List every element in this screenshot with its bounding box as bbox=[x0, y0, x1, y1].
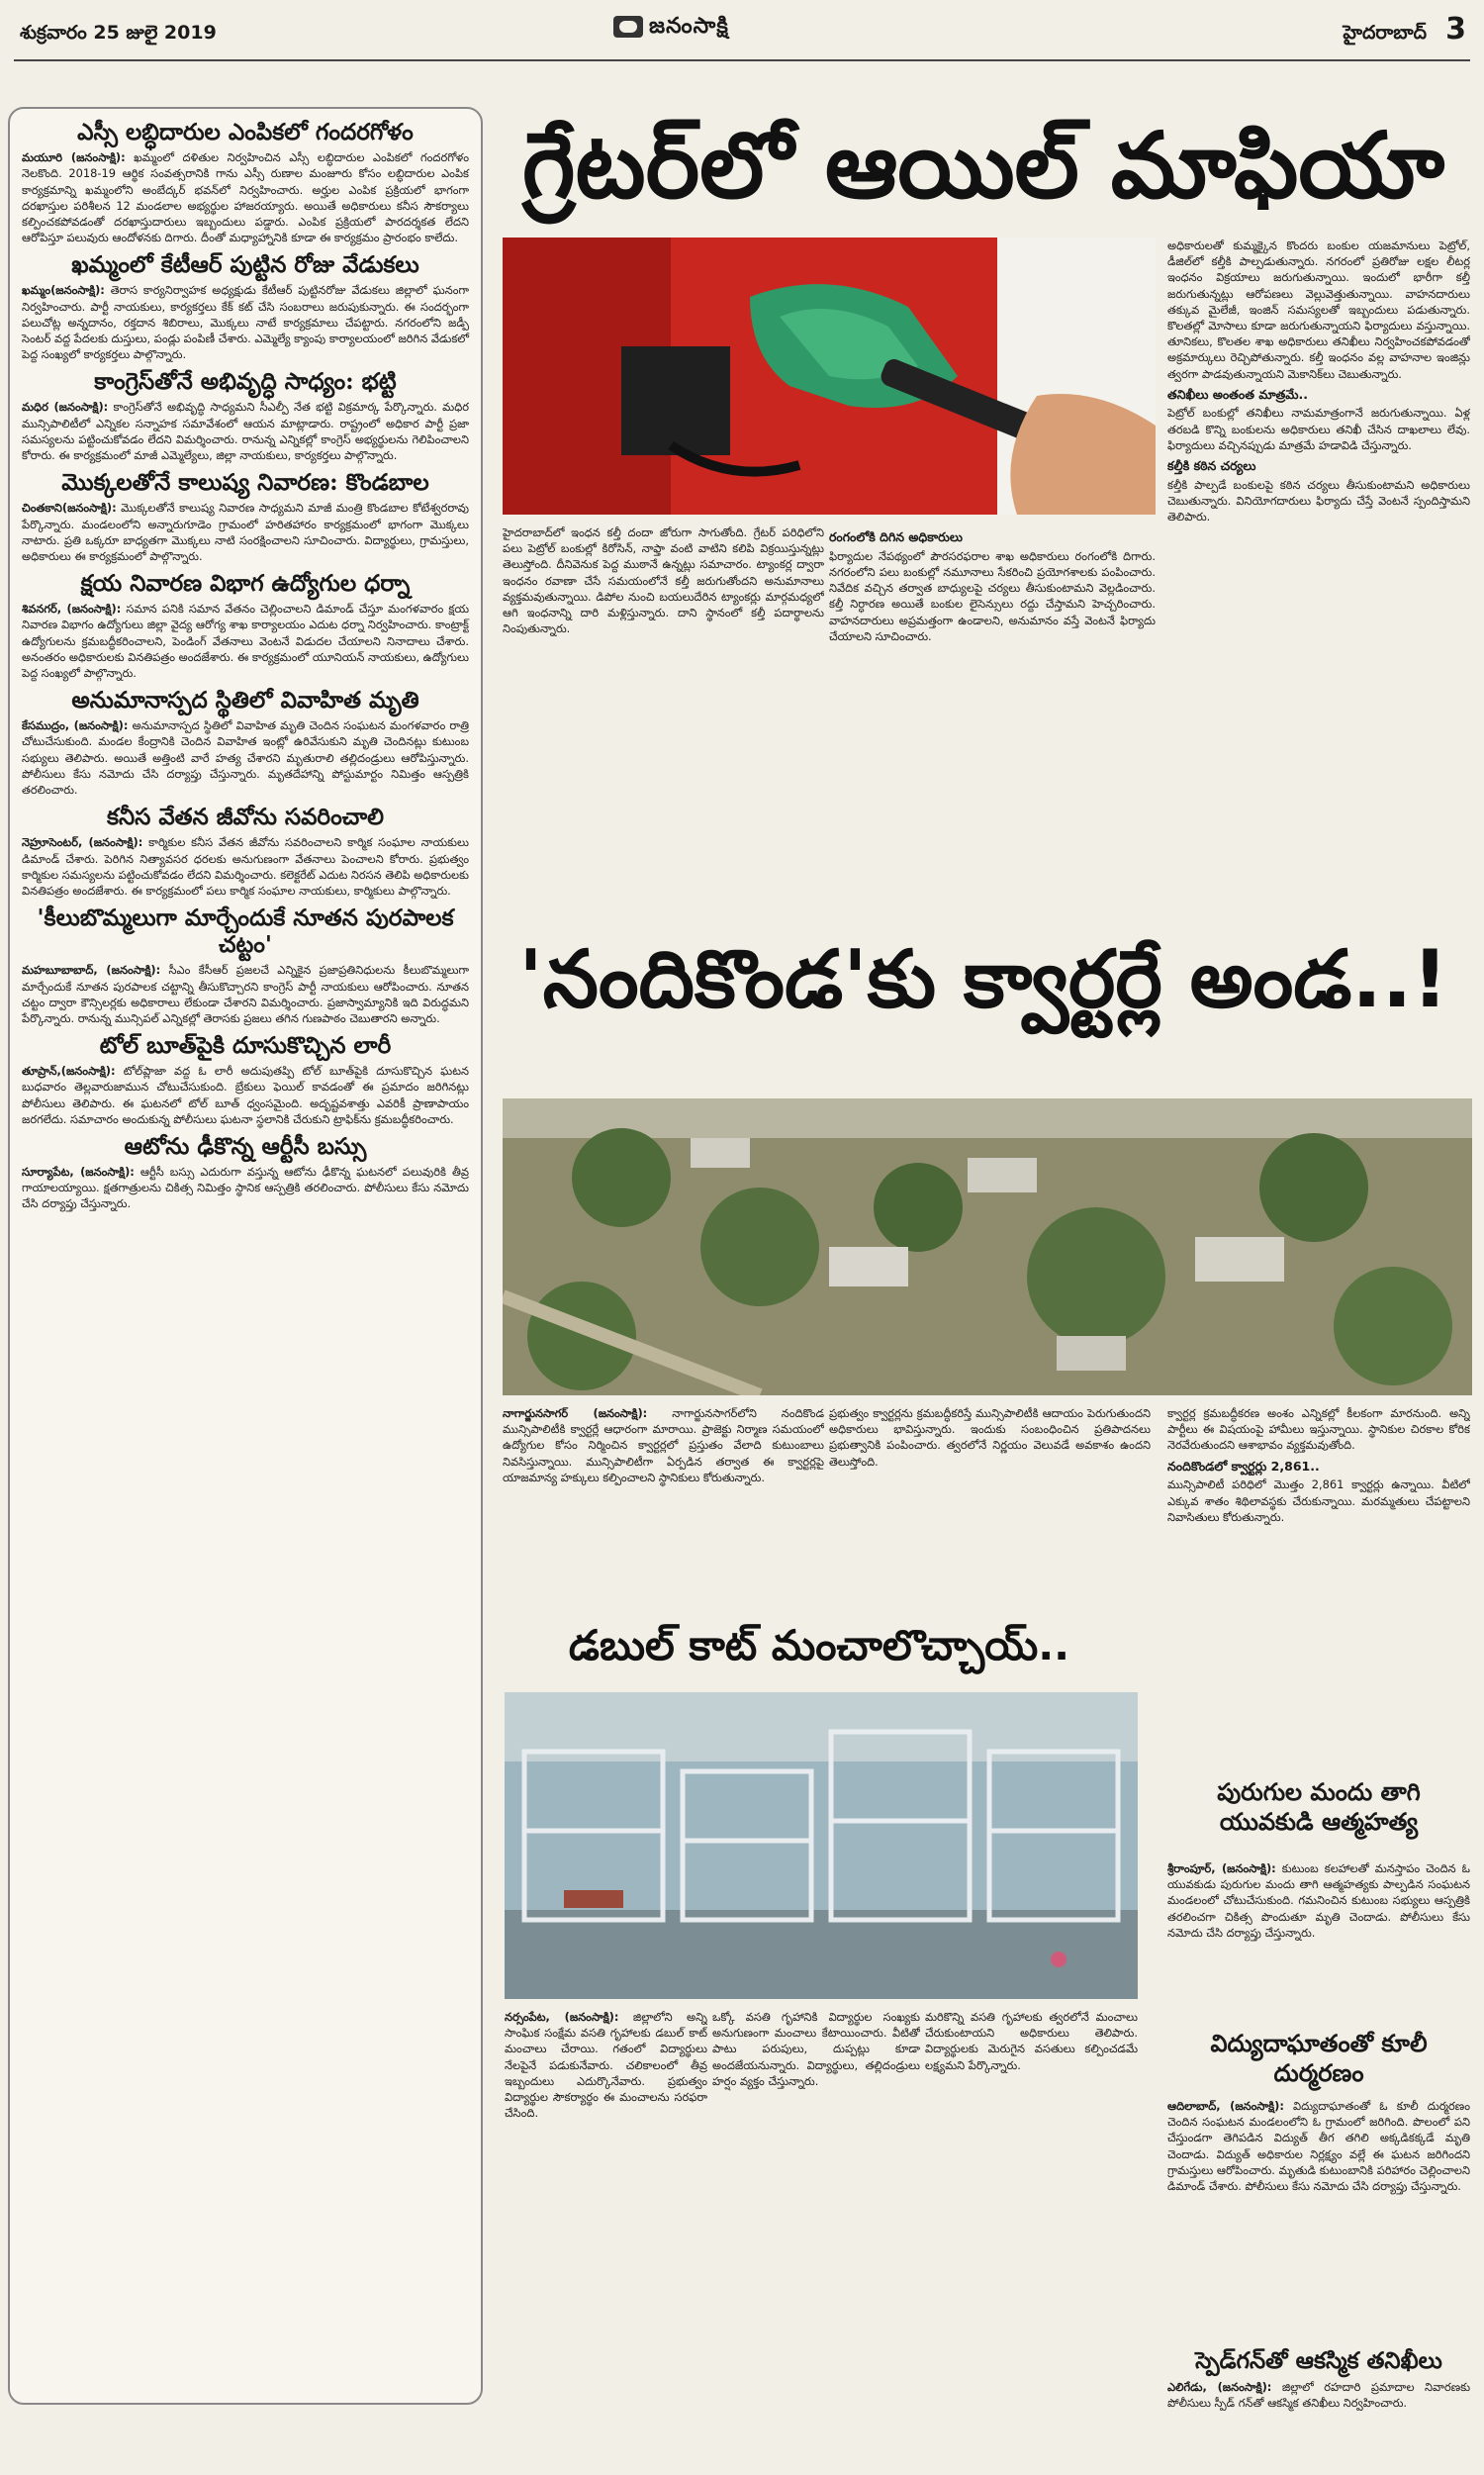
bunkbed-text: ఒక్కో వసతి గృహానికి విద్యార్థుల సంఖ్యకు అనుగుణంగా మంచాలు కేటాయించారు. వీటితో పాటు పరుపులు, దుప్పట్లు కూడా అందజేయనున్నారు. విద్యార్థులు, తల్లిదండ్రులు హర్షం వ్యక్తం చేస్తున్నారు. bbox=[712, 2010, 920, 2088]
story-headline: ఆటోను ఢీకొన్న ఆర్టీసీ బస్సు bbox=[124, 1132, 367, 1160]
bunkbed-column-1 bbox=[505, 2009, 707, 2405]
oil-story-text: అధికారులతో కుమ్మక్కైన కొందరు బంకుల యజమానులు పెట్రోల్, డీజిల్‌లో కల్తీకి పాల్పడుతున్నారు. నగరంలో ప్రతిరోజు లక్షల లీటర్ల ఇంధనం విక్రయాలు జరుగుతున్నాయి. ఇందులో భారీగా కల్తీ జరుగుతున్నట్లు ఆరోపణలు వెల్లువెత్తుతున్నాయి. వాహనదారులు తక్కువ మైలేజీ, ఇంజిన్ సమస్యలతో ఇబ్బందులు పడుతున్నారు. కొలతల్లో మోసాలు కూడా జరుగుతున్నాయని ఫిర్యాదులు వస్తున్నాయి. తూనికలు, కొలతల శాఖ అధికారులు తనిఖీలు నిర్వహించకపోవడంతో అక్రమార్కులు రెచ్చిపోతున్నారు. కల్తీ ఇంధనం వల్ల వాహనాల ఇంజిన్లు త్వరగా పాడవుతున్నాయని మెకానిక్‌లు చెబుతున్నారు. bbox=[1167, 238, 1470, 381]
story-body: మహబూబాబాద్, (జనంసాక్షి): సీఎం కేసీఆర్ ప్రజలచే ఎన్నికైన ప్రజాప్రతినిధులను కీలుబొమ్మలుగా మార్చేందుకే నూతన పురపాలక చట్టాన్ని తీసుకొచ్చారని కాంగ్రెస్ పార్టీ నాయకులు ఆరోపించారు. నూతన చట్టం ద్వారా కౌన్సిలర్లకు అధికారాలు లేకుండా చేశారని విమర్శించారు. ప్రజాస్వామ్యానికి ఇది విరుద్ధమని పేర్కొన్నారు. రానున్న మున్సిపల్ ఎన్నికల్లో తెరాసకు ప్రజలు తగిన గుణపాఠం చెబుతారని అన్నారు. bbox=[22, 963, 469, 1025]
oil-story-column-right bbox=[1167, 238, 1470, 930]
oil-subhead-action: కల్తీకి కఠిన చర్యలు bbox=[1167, 458, 1256, 473]
electrocution-story-body: ఆదిలాబాద్, (జనంసాక్షి): విద్యుదాఘాతంతో ఓ కూలీ దుర్మరణం చెందిన సంఘటన మండలంలోని ఓ గ్రామంలో జరిగింది. పొలంలో పని చేస్తుండగా తెగిపడిన విద్యుత్ తీగ తగిలి అక్కడికక్కడే మృతి చెందాడు. విద్యుత్ అధికారుల నిర్లక్ష్యం వల్లే ఈ ఘటన జరిగిందని గ్రామస్తులు ఆరోపించారు. మృతుడి కుటుంబానికి పరిహారం చెల్లించాలని డిమాండ్ చేశారు. పోలీసులు కేసు నమోదు చేసి దర్యాప్తు చేస్తున్నారు. bbox=[1167, 2099, 1470, 2193]
nandikonda-column-2 bbox=[829, 1405, 1151, 1613]
left-story-8 bbox=[22, 904, 469, 1026]
oil-story-text: ఫిర్యాదుల నేపథ్యంలో పౌరసరఫరాల శాఖ అధికారులు రంగంలోకి దిగారు. నగరంలోని పలు బంకుల్లో నమూనాలు సేకరించి ప్రయోగశాలకు పంపించారు. నివేదిక వచ్చిన తర్వాత బాధ్యులపై చర్యలు తీసుకుంటామని వెల్లడించారు. కల్తీ నిర్ధారణ అయితే బంకుల లైసెన్సులు రద్దు చేస్తామని హెచ్చరించారు. వాహనదారులు అప్రమత్తంగా ఉండాలని, అనుమానం వస్తే వెంటనే ఫిర్యాదు చేయాలని సూచించారు. bbox=[829, 548, 1156, 643]
left-news-column bbox=[8, 107, 483, 2405]
story-headline: అనుమానాస్పద స్థితిలో వివాహిత మృతి bbox=[71, 687, 419, 714]
bunkbed-column-2 bbox=[712, 2009, 920, 2405]
fuel-nozzle-photo bbox=[503, 238, 1156, 515]
story-headline: కాంగ్రెస్‌తోనే అభివృద్ధి సాధ్యం: భట్టి bbox=[94, 368, 397, 396]
bunk-beds-photo bbox=[505, 1692, 1138, 1999]
bunkbed-column-3 bbox=[925, 2009, 1138, 2405]
masthead bbox=[0, 0, 1484, 61]
bunkbed-text: నర్సంపేట, (జనంసాక్షి): జిల్లాలోని అన్ని సాంఘిక సంక్షేమ వసతి గృహాలకు డబుల్ కాట్ మంచాలు చేరాయి. గతంలో విద్యార్థులు నేలపైనే పడుకునేవారు. చలికాలంలో తీవ్ర ఇబ్బందులు ఎదుర్కొనేవారు. ప్రభుత్వం విద్యార్థుల సౌకర్యార్థం ఈ మంచాలను సరఫరా చేసింది. bbox=[505, 2010, 707, 2121]
pesticide-story bbox=[1167, 1771, 1470, 1843]
left-story-4 bbox=[22, 469, 469, 564]
left-story-5 bbox=[22, 570, 469, 681]
story-headline: కనీస వేతన జీవోను సవరించాలి bbox=[107, 804, 384, 831]
story-headline: 'కీలుబొమ్మలుగా మార్చేందుకే నూతన పురపాలక చట్టం' bbox=[37, 904, 454, 959]
left-story-9 bbox=[22, 1032, 469, 1127]
newspaper-logo bbox=[613, 14, 729, 44]
oil-story-column-2 bbox=[829, 524, 1156, 925]
story-body: సూర్యాపేట, (జనంసాక్షి): ఆర్టీసీ బస్సు ఎదురుగా వస్తున్న ఆటోను ఢీకొన్న ఘటనలో పలువురికి తీవ్ర గాయాలయ్యాయి. క్షతగాత్రులను చికిత్స నిమిత్తం స్థానిక ఆస్పత్రికి తరలించారు. పోలీసులు కేసు నమోదు చేసి దర్యాప్తు చేస్తున్నారు. bbox=[22, 1165, 469, 1211]
story-body: తూప్రాన్,(జనంసాక్షి): టోల్‌ప్లాజా వద్ద ఓ లారీ అదుపుతప్పి టోల్ బూత్‌పైకి దూసుకొచ్చిన ఘటన బుధవారం తెల్లవారుజామున చోటుచేసుకుంది. బ్రేకులు ఫెయిల్ కావడంతో ఈ ప్రమాదం జరిగినట్లు పోలీసులు తెలిపారు. ఈ ఘటనలో టోల్ బూత్ ధ్వంసమైంది. అదృష్టవశాత్తు ఎవరికీ ప్రాణాపాయం జరగలేదు. సమాచారం అందుకున్న పోలీసులు ఘటనా స్థలానికి చేరుకుని ట్రాఫిక్‌ను క్రమబద్ధీకరించారు. bbox=[22, 1064, 469, 1126]
story-body: మధిర (జనంసాక్షి): కాంగ్రెస్‌తోనే అభివృద్ధి సాధ్యమని సీఎల్పీ నేత భట్టి విక్రమార్క పేర్కొన్నారు. మధిర మున్సిపాలిటీలో ఎన్నికల సన్నాహక సమావేశంలో ఆయన మాట్లాడారు. రాష్ట్రంలో అధికార పార్టీ ప్రజా సమస్యలను పట్టించుకోవడం లేదని విమర్శించారు. రానున్న ఎన్నికల్లో కాంగ్రెస్ అభ్యర్థులను గెలిపించాలని కోరారు. ఈ కార్యక్రమంలో మాజీ ఎమ్మెల్యేలు, జిల్లా నాయకులు, కార్యకర్తలు పాల్గొన్నారు. bbox=[22, 400, 469, 462]
nandikonda-text: మున్సిపాలిటీ పరిధిలో మొత్తం 2,861 క్వార్టర్లు ఉన్నాయి. వీటిలో ఎక్కువ శాతం శిథిలావస్థకు చేరుకున్నాయి. మరమ్మతులు చేపట్టాలని నివాసితులు కోరుతున్నారు. bbox=[1167, 1477, 1470, 1524]
story-headline: క్షయ నివారణ విభాగ ఉద్యోగుల ధర్నా bbox=[80, 570, 411, 598]
masthead-rule bbox=[14, 59, 1470, 61]
nandikonda-quarters-photo bbox=[503, 1098, 1472, 1395]
story-body: చింతకాని(జనంసాక్షి): మొక్కలతోనే కాలుష్య నివారణ సాధ్యమని మాజీ మంత్రి కొండబాల కోటేశ్వరరావు పేర్కొన్నారు. మండలంలోని అన్నారుగూడెం గ్రామంలో హరితహారం కార్యక్రమంలో భాగంగా మొక్కలు నాటారు. ప్రతి ఒక్కరూ బాధ్యతగా మొక్కలు నాటి సంరక్షించాలని సూచించారు. విద్యార్థులు, గ్రామస్తులు, అధికారులు ఈ కార్యక్రమంలో పాల్గొన్నారు. bbox=[22, 501, 470, 563]
left-story-6 bbox=[22, 687, 469, 798]
electrocution-headline: విద్యుదాఘాతంతో కూలీ దుర్మరణం bbox=[1210, 2029, 1428, 2087]
issue-date: శుక్రవారం 25 జులై 2019 bbox=[20, 22, 217, 44]
oil-story-text: కల్తీకి పాల్పడే బంకులపై కఠిన చర్యలు తీసుకుంటామని అధికారులు చెబుతున్నారు. వినియోగదారులు ఫిర్యాదు చేస్తే వెంటనే స్పందిస్తామని తెలిపారు. bbox=[1167, 477, 1470, 524]
story-body: నెహ్రూసెంటర్, (జనంసాక్షి): కార్మికుల కనీస వేతన జీవోను సవరించాలని కార్మిక సంఘాల నాయకులు డిమాండ్ చేశారు. పెరిగిన నిత్యావసర ధరలకు అనుగుణంగా వేతనాలు పెంచాలని కోరారు. ప్రభుత్వం కార్మికుల సమస్యలను పట్టించుకోవడం లేదని విమర్శించారు. కలెక్టరేట్ ఎదుట నిరసన తెలిపి అధికారులకు వినతిపత్రం అందజేశారు. ఈ కార్యక్రమంలో పలు కార్మిక సంఘాల నాయకులు, కార్మికులు పాల్గొన్నారు. bbox=[22, 835, 470, 898]
left-story-7 bbox=[22, 804, 469, 899]
oil-mafia-headline: గ్రేటర్‌లో ఆయిల్ మాఫియా bbox=[521, 113, 1445, 219]
bunkbed-text: మరికొన్ని వసతి గృహాలకు త్వరలోనే మంచాలు చేరుకుంటాయని అధికారులు తెలిపారు. విద్యార్థులకు మెరుగైన వసతులు కల్పించడమే లక్ష్యమని పేర్కొన్నారు. bbox=[925, 2010, 1138, 2072]
story-headline: ఎస్సీ లబ్ధిదారుల ఎంపికలో గందరగోళం bbox=[77, 119, 414, 145]
left-story-2 bbox=[22, 251, 469, 362]
story-body: కేసముద్రం, (జనంసాక్షి): అనుమానాస్పద స్థితిలో వివాహిత మృతి చెందిన సంఘటన మంగళవారం రాత్రి చోటుచేసుకుంది. మండల కేంద్రానికి చెందిన వివాహిత ఇంట్లో ఉరివేసుకుని మృతి చెందినట్లు కుటుంబ సభ్యులు తెలిపారు. అయితే అత్తింటి వారే హత్య చేశారని మృతురాలి తల్లిదండ్రులు ఆరోపిస్తున్నారు. పోలీసులు కేసు నమోదు చేసి దర్యాప్తు చేస్తున్నారు. మృతదేహాన్ని పోస్టుమార్టం నిమిత్తం ఆస్పత్రికి తరలించారు. bbox=[22, 718, 469, 797]
story-headline: టోల్ బూత్‌పైకి దూసుకొచ్చిన లారీ bbox=[99, 1032, 392, 1060]
story-body: శివనగర్, (జనంసాక్షి): సమాన పనికి సమాన వేతనం చెల్లించాలని డిమాండ్ చేస్తూ మంగళవారం క్షయ నివారణ విభాగం ఉద్యోగులు జిల్లా వైద్య ఆరోగ్య శాఖ కార్యాలయం ఎదుట ధర్నా నిర్వహించారు. కాంట్రాక్ట్ ఉద్యోగులను క్రమబద్ధీకరించాలని, పెండింగ్ వేతనాలు వెంటనే విడుదల చేయాలని నినాదాలు చేశారు. అనంతరం అధికారులకు వినతిపత్రం అందజేశారు. ఈ కార్యక్రమంలో యూనియన్ నాయకులు, ఉద్యోగులు పెద్ద సంఖ్యలో పాల్గొన్నారు. bbox=[22, 602, 469, 680]
oil-story-text: పెట్రోల్ బంకుల్లో తనిఖీలు నామమాత్రంగానే జరుగుతున్నాయి. ఏళ్ల తరబడి కొన్ని బంకులను అధికారులు తనిఖీ చేసిన దాఖలాలు లేవు. ఫిర్యాదులు వచ్చినప్పుడు మాత్రమే హడావిడి చేస్తున్నారు. bbox=[1167, 406, 1470, 452]
oil-story-column-1 bbox=[503, 524, 824, 925]
pesticide-headline: పురుగుల మందు తాగి యువకుడి ఆత్మహత్య bbox=[1217, 1777, 1421, 1836]
nandikonda-subhead: నందికొండలో క్వార్టర్లు 2,861.. bbox=[1167, 1458, 1320, 1474]
logo-text: జనంసాక్షి bbox=[649, 14, 729, 39]
left-story-3 bbox=[22, 368, 469, 463]
nandikonda-headline: 'నందికొండ'కు క్వార్టర్లే అండ..! bbox=[518, 933, 1448, 1025]
bunkbed-headline: డబుల్ కాట్ మంచాలొచ్చాయ్.. bbox=[568, 1621, 1070, 1669]
story-headline: ఖమ్మంలో కేటీఆర్ పుట్టిన రోజు వేడుకలు bbox=[71, 251, 419, 279]
story-body: మయూరి (జనంసాక్షి): ఖమ్మంలో దళితుల నిర్వహించిన ఎస్సీ లబ్ధిదారుల ఎంపికలో గందరగోళం నెలకొంది. 2018-19 ఆర్థిక సంవత్సరానికి గాను ఎస్సీ రుణాల మంజూరు కోసం లబ్ధిదారుల ఎంపిక కార్యక్రమాన్ని ఖమ్మంలోని అంబేద్కర్ భవన్‌లో నిర్వహించారు. అర్హుల ఎంపిక ప్రక్రియలో భాగంగా దరఖాస్తుల పరిశీలన 12 మండలాల అభ్యర్థుల హాజరయ్యారు. అయితే అధికారులు కనీస సౌకర్యాలు కల్పించకపోవడంతో దరఖాస్తుదారులు ఇబ్బందులు పడ్డారు. ఎంపిక ప్రక్రియలో పారదర్శకత లేదని ఆరోపిస్తూ పలువురు ఆందోళనకు దిగారు. దీంతో మధ్యాహ్నానికి కూడా ఈ కార్యక్రమం ప్రారంభం కాలేదు. bbox=[22, 150, 469, 245]
story-headline: మొక్కలతోనే కాలుష్య నివారణ: కొండబాల bbox=[61, 469, 429, 497]
story-body: ఖమ్మం(జనంసాక్షి): తెరాస కార్యనిర్వాహక అధ్యక్షుడు కేటీఆర్ పుట్టినరోజు వేడుకలు జిల్లాలో ఘనంగా నిర్వహించారు. పార్టీ నాయకులు, కార్యకర్తలు కేక్ కట్ చేసి సంబరాలు జరుపుకున్నారు. ఈ సందర్భంగా పలుచోట్ల అన్నదానం, రక్తదాన శిబిరాలు, మొక్కలు నాటే కార్యక్రమాలు చేపట్టారు. నగరంలోని జడ్పీ సెంటర్ వద్ద పేదలకు దుస్తులు, పండ్లు పంపిణీ చేశారు. ఎమ్మెల్యే క్యాంపు కార్యాలయంలో జరిగిన వేడుకలో పెద్ద సంఖ్యలో కార్యకర్తలు పాల్గొన్నారు. bbox=[22, 283, 469, 362]
pesticide-story-body: శ్రీరాంపూర్, (జనంసాక్షి): కుటుంబ కలహాలతో మనస్తాపం చెందిన ఓ యువకుడు పురుగుల మందు తాగి ఆత్మహత్యకు పాల్పడిన సంఘటన మండలంలో చోటుచేసుకుంది. గమనించిన కుటుంబ సభ్యులు ఆస్పత్రికి తరలించగా చికిత్స పొందుతూ మృతి చెందాడు. పోలీసులు కేసు నమోదు చేసి దర్యాప్తు చేస్తున్నారు. bbox=[1167, 1861, 1470, 1940]
left-story-1 bbox=[22, 119, 469, 245]
inspection-story-body: ఎలిగేడు, (జనంసాక్షి): జిల్లాలో రహదారి ప్రమాదాల నివారణకు పోలీసులు స్పీడ్ గన్‌తో ఆకస్మిక తనిఖీలు నిర్వహించారు. bbox=[1167, 2380, 1470, 2411]
nandikonda-text: ప్రభుత్వం క్వార్టర్లను క్రమబద్ధీకరిస్తే మున్సిపాలిటీకి ఆదాయం పెరుగుతుందని అధికారులు భావిస్తున్నారు. ఇందుకు సంబంధించిన ప్రతిపాదనలు ప్రభుత్వానికి పంపించారు. త్వరలోనే నిర్ణయం వెలువడే అవకాశం ఉందని తెలుస్తోంది. bbox=[829, 1406, 1151, 1469]
nandikonda-column-1 bbox=[503, 1405, 824, 1613]
nandikonda-text: క్వార్టర్ల క్రమబద్ధీకరణ అంశం ఎన్నికల్లో కీలకంగా మారనుంది. అన్ని పార్టీలు ఈ విషయంపై హామీలు ఇస్తున్నాయి. స్థానికుల చిరకాల కోరిక నెరవేరుతుందని ఆశాభావం వ్యక్తమవుతోంది. bbox=[1167, 1406, 1470, 1453]
left-story-10 bbox=[22, 1133, 469, 1212]
nandikonda-column-3 bbox=[1167, 1405, 1470, 1771]
oil-subhead-officials: రంగంలోకి దిగిన అధికారులు bbox=[829, 529, 964, 544]
oil-subhead-inspections: తనిఖీలు అంతంత మాత్రమే.. bbox=[1167, 386, 1309, 402]
oil-story-text: హైదరాబాద్‌లో ఇంధన కల్తీ దందా జోరుగా సాగుతోంది. గ్రేటర్ పరిధిలోని పలు పెట్రోల్ బంకుల్లో కిరోసిన్, నాఫ్తా వంటి వాటిని కలిపి విక్రయిస్తున్నట్లు తెలుస్తోంది. దీనివెనుక పెద్ద ముఠానే ఉన్నట్లు సమాచారం. ట్యాంకర్ల ద్వారా ఇంధనం రవాణా చేసే సమయంలోనే కల్తీ జరుగుతోందని అనుమానాలు వ్యక్తమవుతున్నాయి. డిపోల నుంచి బయలుదేరిన ట్యాంకర్లు మార్గమధ్యలో ఆగి ఇంధనాన్ని దారి మళ్లిస్తున్నారు. దాని స్థానంలో కల్తీ పదార్థాలను నింపుతున్నారు. bbox=[503, 525, 824, 636]
inspection-headline: స్పెడ్‌గన్‌తో ఆకస్మిక తనిఖీలు bbox=[1195, 2347, 1442, 2374]
eye-logo-icon bbox=[613, 16, 643, 38]
edition-city: హైదరాబాద్ bbox=[1343, 22, 1427, 44]
nandikonda-text: నాగార్జునసాగర్ (జనంసాక్షి): నాగార్జునసాగర్‌లోని నందికొండ మున్సిపాలిటీకి క్వార్టర్లే ఆధారంగా మారాయి. ప్రాజెక్టు నిర్మాణ సమయంలో ఉద్యోగుల కోసం నిర్మించిన క్వార్టర్లలో ప్రస్తుతం వేలాది కుటుంబాలు నివసిస్తున్నాయి. మున్సిపాలిటీగా ఏర్పడిన తర్వాత ఈ క్వార్టర్లపై యాజమాన్య హక్కులు కల్పించాలని స్థానికులు కోరుతున్నారు. bbox=[503, 1406, 824, 1484]
page-number: 3 bbox=[1445, 12, 1466, 47]
